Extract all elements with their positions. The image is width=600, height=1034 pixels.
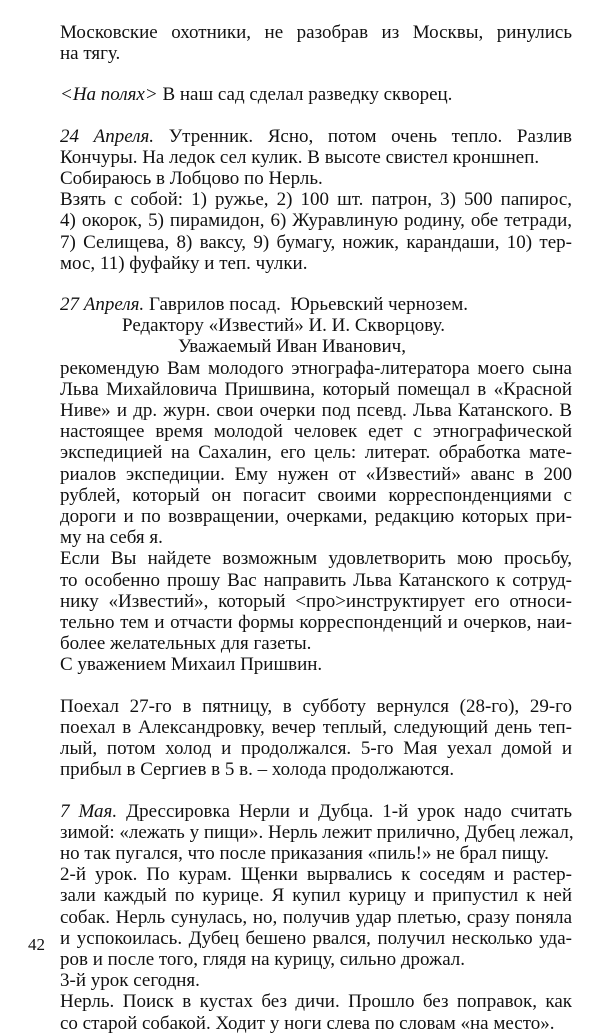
text-line: Московские охотники, не разобрав из Москвы, ринулись xyxy=(60,22,572,43)
text-line: Кончуры. На ледок сел кулик. В высоте свистел кроншнеп. xyxy=(60,146,540,168)
paragraph-hunters xyxy=(60,22,572,64)
paragraph-trip xyxy=(60,696,572,781)
text-line: собак. Нерль сунулась, но, получив удар плетью, сразу поняла xyxy=(60,906,572,928)
text-line: зимой: «лежать у пищи». Нерль лежит прилично, Дубец лежал, xyxy=(60,821,574,843)
entry-date: 7 Мая. xyxy=(60,800,118,822)
letter-body-request xyxy=(60,548,572,654)
text-line: ров и после того, глядя на курицу, сильно дрожал. xyxy=(60,948,466,970)
paragraph-plan xyxy=(60,168,572,189)
text-line: Поехал 27-го в пятницу, в субботу вернулся (28-го), 29-го xyxy=(60,695,572,717)
text-line: рекомендую Вам молодого этнографа-литератора моего сына xyxy=(60,357,572,379)
text-line: Льва Михайловича Пришвина, который помещал в «Красной xyxy=(60,378,572,400)
text-line: Если Вы найдете возможным удовлетворить мою просьбу, xyxy=(60,548,572,570)
salutation-text: Уважаемый Иван Иванович, xyxy=(178,336,406,358)
diary-page xyxy=(60,22,572,1034)
text-line: со старой собакой. Ходит у ноги слева по словам «на место». xyxy=(60,1012,555,1034)
entry-date: 24 Апреля. xyxy=(60,125,155,147)
text-line: экспедицией на Сахалин, его цель: литерат. обработка мате- xyxy=(60,442,572,464)
text-line: зали каждый по курице. Я купил курицу и припустил к ней xyxy=(60,885,572,907)
text-line: рублей, который он погасит своими корреспонденциями с xyxy=(60,484,572,506)
addressee-text: Редактору «Известий» И. И. Скворцову. xyxy=(122,315,445,337)
text-line: более желательных для газеты. xyxy=(60,633,312,655)
margin-note-marker: <На полях> xyxy=(60,84,158,106)
letter-addressee xyxy=(60,315,572,336)
text-line: то особенно прошу Вас направить Льва Катанского к сотруд- xyxy=(60,569,572,591)
text-line: риалов экспедиции. Ему нужен от «Известий» аванс в 200 xyxy=(60,463,572,485)
text-line: нику «Известий», который <про>инструктирует его относи- xyxy=(60,590,572,612)
text-line: му на себя я. xyxy=(60,527,163,549)
text-line: прибыл в Сергиев в 5 в. – холода продолжаются. xyxy=(60,759,455,781)
letter-signature xyxy=(60,654,572,675)
text-line: 7 Мая. Дрессировка Нерли и Дубца. 1-й урок надо считать xyxy=(60,800,573,822)
entry-date: 27 Апреля. xyxy=(60,294,145,316)
entry-may-7 xyxy=(60,801,572,865)
paragraph-margin-note xyxy=(60,84,572,105)
text-line: на тягу. xyxy=(60,43,121,65)
paragraph-lesson-2 xyxy=(60,864,572,970)
entry-april-27 xyxy=(60,294,572,315)
text-line: поехал в Александровку, вечер теплый, следующий день теп- xyxy=(60,716,572,738)
text-line: Взять с собой: 1) ружье, 2) 100 шт. патрон, 3) 500 папирос, xyxy=(60,189,572,211)
text-line: 24 Апреля. Утренник. Ясно, потом очень тепло. Разлив xyxy=(60,125,573,147)
text-line: мос, 11) фуфайку и теп. чулки. xyxy=(60,252,308,274)
text-line: лый, потом холод и продолжался. 5-го Мая уехал домой и xyxy=(60,738,572,760)
page-number: 42 xyxy=(28,935,45,954)
entry-heading: Гаврилов посад. Юрьевский чернозем. xyxy=(144,294,468,316)
text-line: Собираюсь в Лобцово по Нерль. xyxy=(60,168,323,190)
letter-body-recommendation xyxy=(60,358,572,549)
text-line: 2-й урок. По курам. Щенки вырвались к соседям и растер- xyxy=(60,864,572,886)
paragraph-packing-list xyxy=(60,189,572,274)
signature-text: С уважением Михаил Пришвин. xyxy=(60,654,323,676)
letter-salutation xyxy=(60,336,572,357)
text-line: 4) окорок, 5) пирамидон, 6) Журавлиную родину, обе тетради, xyxy=(60,210,572,232)
text-line: тельно тем и отчасти формы корреспонденций и очерков, наи- xyxy=(60,612,572,634)
text-line: 7) Селищева, 8) ваксу, 9) бумагу, ножик, карандаши, 10) тер- xyxy=(60,231,572,253)
text-line: 3-й урок сегодня. xyxy=(60,970,200,992)
paragraph-nerl-search xyxy=(60,991,572,1033)
text-line: настоящее время молодой человек едет с этнографической xyxy=(60,421,572,443)
entry-april-24 xyxy=(60,126,572,168)
margin-note-text: В наш сад сделал разведку скворец. xyxy=(157,84,453,106)
text-line: но так пугался, что после приказания «пиль!» не брал пищу. xyxy=(60,842,549,864)
text-line: Нерль. Поиск в кустах без дичи. Прошло без поправок, как xyxy=(60,991,572,1013)
text-line: Ниве» и др. журн. свои очерки под псевд. Льва Катанского. В xyxy=(60,400,572,422)
paragraph-lesson-3 xyxy=(60,970,572,991)
text-line: и успокоилась. Дубец бешено рвался, получил несколько уда- xyxy=(60,927,572,949)
text-line: дороги и по возвращении, очерками, редакцию которых при- xyxy=(60,506,572,528)
